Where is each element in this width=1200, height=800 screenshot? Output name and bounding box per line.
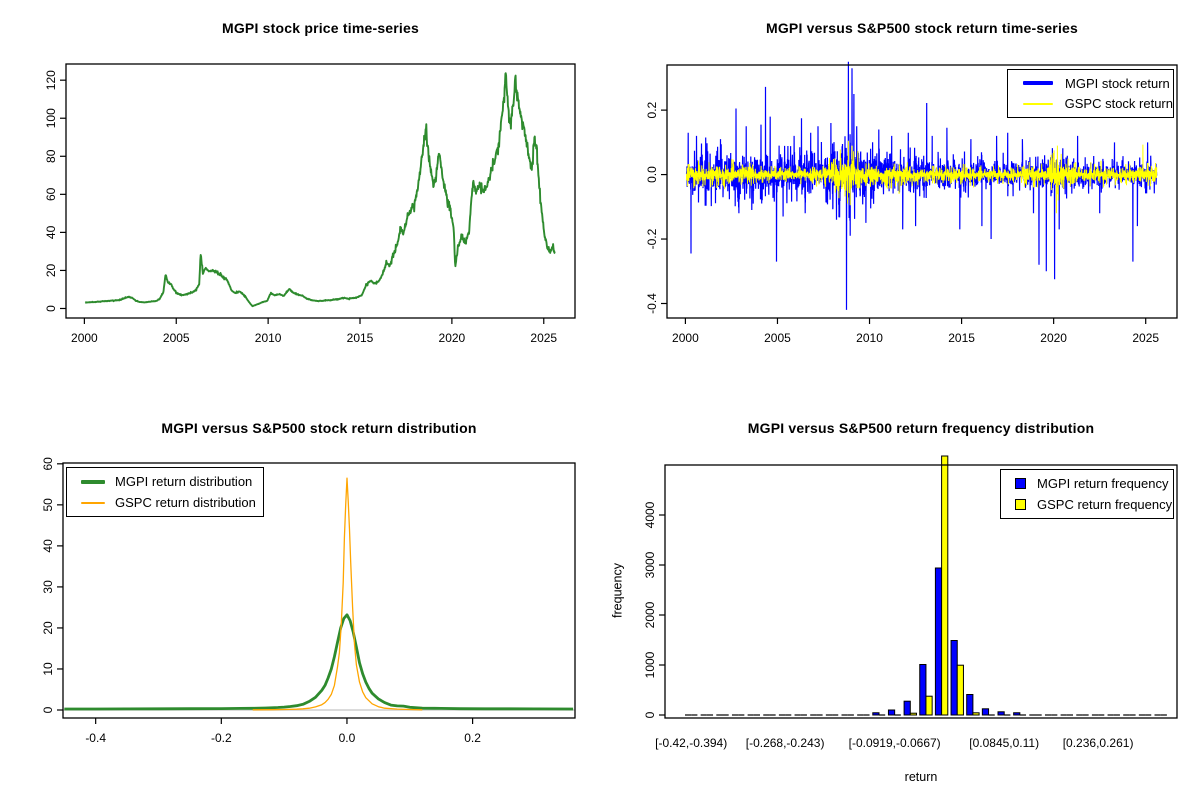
mgpi-density-legend-label: MGPI return distribution	[115, 474, 253, 489]
frequency-x-axis-label: return	[904, 770, 938, 784]
y-tick-label: 40	[44, 225, 58, 240]
x-tick-label: 2005	[764, 331, 791, 345]
y-tick-label: 1000	[643, 651, 657, 679]
x-tick-label: 2000	[71, 331, 98, 345]
returns-chart-svg	[600, 0, 1200, 400]
x-tick-label: -0.4	[85, 731, 107, 745]
y-tick-label: 0	[643, 711, 657, 719]
y-tick-label: 60	[41, 457, 55, 471]
x-tick-label: 2015	[346, 331, 374, 345]
price-chart-panel	[0, 0, 600, 400]
y-tick-label: 20	[41, 621, 55, 635]
mgpi-return-frequency-bar	[967, 695, 973, 716]
y-tick-label: 3000	[643, 551, 657, 579]
frequency-chart-title: MGPI versus S&P500 return frequency distribution	[747, 420, 1095, 436]
frequency-y-axis-label: frequency	[610, 563, 625, 618]
mgpi-return-frequency-bar	[873, 713, 879, 715]
y-tick-label: 40	[41, 539, 55, 553]
legend-row-mgpi-return	[1008, 76, 1173, 91]
bin-label: [-0.0919,-0.0667)	[848, 736, 941, 750]
plot-border	[66, 64, 575, 318]
x-tick-label: 2005	[162, 331, 190, 345]
gspc-return-legend-label: GSPC stock return	[1064, 96, 1173, 112]
mgpi-density-legend-line	[81, 480, 105, 484]
gspc-return-frequency-bar	[926, 696, 932, 715]
legend-row-mgpi-density	[67, 474, 263, 489]
y-tick-label: 0.0	[645, 166, 659, 183]
y-tick-label: -0.2	[645, 228, 659, 250]
mgpi-return-frequency-bar	[951, 641, 957, 716]
density-chart-panel	[0, 400, 600, 800]
gspc-return-frequency-bar	[910, 713, 916, 715]
y-tick-label: 120	[44, 70, 58, 91]
y-tick-label: 30	[41, 580, 55, 594]
y-tick-label: 100	[44, 108, 58, 129]
gspc-density-legend-label: GSPC return distribution	[115, 495, 256, 510]
y-tick-label: 4000	[643, 501, 657, 529]
gspc-return-frequency-bar	[973, 713, 979, 715]
gspc-frequency-legend-label: GSPC return frequency	[1037, 497, 1173, 512]
frequency-chart-panel	[600, 400, 1200, 800]
density-legend	[66, 467, 264, 517]
legend-row-gspc-return	[1008, 96, 1173, 111]
frequency-legend	[1000, 469, 1174, 519]
density-chart-title: MGPI versus S&P500 stock return distribution	[161, 420, 477, 436]
bin-label: [0.0845,0.11)	[969, 736, 1040, 750]
gspc-return-frequency-bar	[957, 665, 963, 715]
gspc-stock-return-line	[686, 141, 1156, 214]
mgpi-return-legend-label: MGPI stock return	[1065, 75, 1170, 91]
x-tick-label: 2020	[438, 331, 466, 345]
y-tick-label: 50	[41, 498, 55, 512]
mgpi-stock-price-line	[85, 73, 555, 306]
x-tick-label: 0.0	[338, 731, 356, 745]
density-chart-svg	[0, 400, 600, 800]
returns-legend	[1007, 69, 1174, 118]
x-tick-label: -0.2	[210, 731, 232, 745]
mgpi-return-frequency-bar	[1014, 713, 1020, 715]
y-tick-label: 0.2	[645, 101, 659, 119]
returns-chart-panel	[600, 0, 1200, 400]
legend-row-mgpi-frequency	[1001, 476, 1173, 491]
gspc-return-distribution-curve	[253, 478, 423, 710]
x-tick-label: 2025	[1132, 331, 1160, 345]
gspc-return-legend-line	[1023, 103, 1053, 105]
returns-chart-title: MGPI versus S&P500 stock return time-series	[765, 20, 1079, 36]
x-tick-label: 2015	[948, 331, 975, 345]
mgpi-return-distribution-curve	[64, 615, 573, 709]
y-tick-label: 0	[44, 305, 58, 312]
y-tick-label: -0.4	[645, 293, 659, 314]
mgpi-return-frequency-bar	[935, 568, 941, 715]
mgpi-return-frequency-bar	[982, 709, 988, 715]
bin-label: [-0.42,-0.394)	[655, 736, 728, 750]
y-tick-label: 20	[44, 263, 58, 278]
x-tick-label: 0.2	[464, 731, 481, 745]
legend-row-gspc-density	[67, 495, 263, 510]
bin-label: [0.236,0.261)	[1062, 736, 1134, 750]
mgpi-frequency-legend-swatch	[1015, 478, 1026, 489]
x-tick-label: 2010	[856, 331, 883, 345]
x-tick-label: 2025	[530, 331, 558, 345]
y-tick-label: 80	[44, 149, 58, 163]
legend-row-gspc-frequency	[1001, 497, 1173, 512]
mgpi-return-frequency-bar	[998, 712, 1004, 715]
y-tick-label: 10	[41, 662, 55, 676]
mgpi-return-legend-line	[1023, 81, 1053, 85]
price-chart-svg	[0, 0, 600, 400]
y-tick-label: 0	[41, 706, 55, 714]
mgpi-frequency-legend-label: MGPI return frequency	[1037, 476, 1169, 491]
gspc-frequency-legend-swatch	[1015, 499, 1026, 510]
price-chart-title: MGPI stock price time-series	[221, 20, 419, 36]
x-tick-label: 2000	[672, 331, 699, 345]
frequency-chart-svg	[600, 400, 1200, 800]
x-tick-label: 2010	[254, 331, 282, 345]
x-tick-label: 2020	[1040, 331, 1067, 345]
y-tick-label: 2000	[643, 601, 657, 629]
mgpi-return-frequency-bar	[888, 710, 894, 715]
y-tick-label: 60	[44, 187, 58, 202]
gspc-return-frequency-bar	[942, 456, 948, 715]
mgpi-return-frequency-bar	[920, 665, 926, 716]
gspc-density-legend-line	[81, 502, 105, 504]
mgpi-return-frequency-bar	[904, 701, 910, 715]
bin-label: [-0.268,-0.243)	[745, 736, 825, 750]
